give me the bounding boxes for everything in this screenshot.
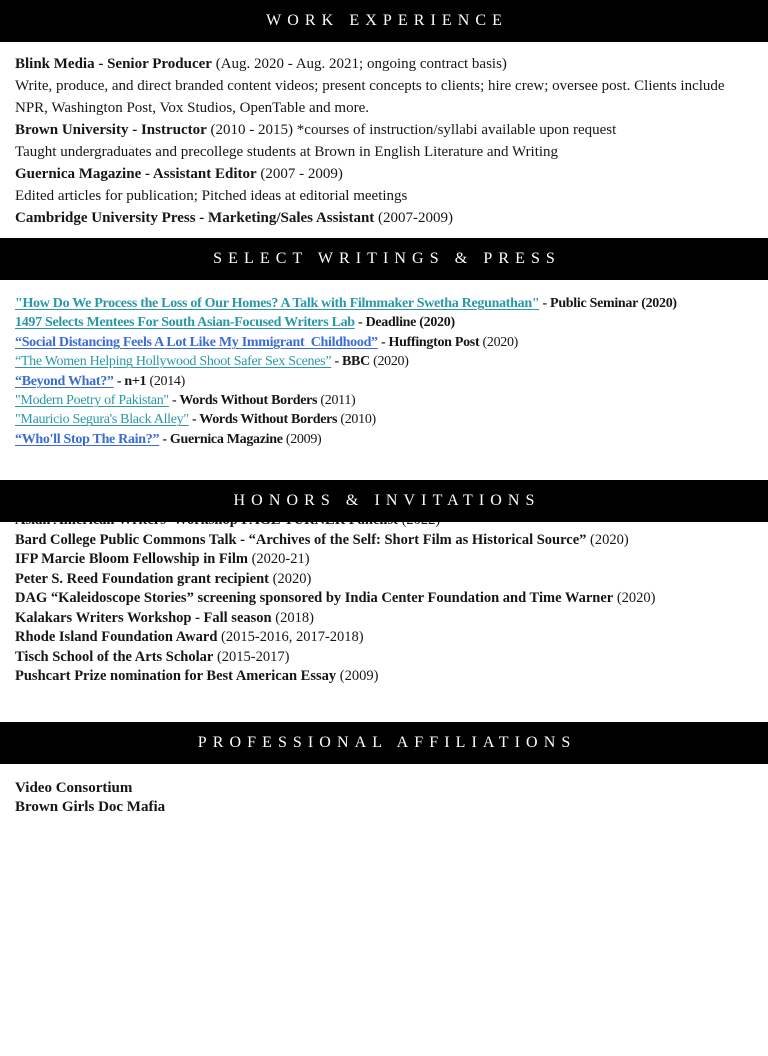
writing-item bbox=[15, 372, 753, 391]
honor-text: Pushcart Prize nomination for Best American Essay bbox=[15, 668, 337, 685]
writing-year: (2020) bbox=[482, 334, 519, 350]
writing-link[interactable]: 1497 Selects Mentees For South Asian-Focused Writers Lab bbox=[15, 315, 355, 331]
section-title-work: WORK EXPERIENCE bbox=[266, 12, 508, 29]
writing-year: (2014) bbox=[149, 373, 185, 389]
honor-item bbox=[15, 628, 753, 648]
honor-item bbox=[15, 550, 753, 570]
writing-year: (2010) bbox=[340, 412, 376, 428]
affiliations-section bbox=[0, 764, 768, 818]
writing-year: (2009) bbox=[285, 431, 322, 447]
section-title-affiliations: PROFESSIONAL AFFILIATIONS bbox=[197, 733, 577, 751]
honors-section bbox=[0, 511, 768, 722]
writing-source: - BBC bbox=[334, 354, 370, 370]
honor-text: Kalakars Writers Workshop - Fall season bbox=[15, 609, 272, 626]
work-experience-section bbox=[0, 42, 768, 238]
section-header-bar-affiliations bbox=[0, 722, 768, 764]
work-entry-title: Guernica Magazine - Assistant Editor bbox=[15, 166, 257, 182]
honor-year: (2018) bbox=[275, 609, 314, 626]
honor-item bbox=[15, 589, 753, 609]
work-entry-detail: (2007 - 2009) bbox=[260, 166, 343, 182]
writing-link[interactable]: "How Do We Process the Loss of Our Homes? A Talk with Filmmaker Swetha Regunathan" bbox=[15, 296, 540, 311]
honor-year: (2020-21) bbox=[251, 551, 310, 568]
section-header-bar-honors bbox=[0, 480, 768, 522]
work-entry-detail: (2010 - 2015) *courses of instruction/syllabi available upon request bbox=[210, 122, 617, 138]
work-entry-title: Brown University - Instructor bbox=[15, 122, 207, 138]
honor-text: DAG “Kaleidoscope Stories” screening sponsored by India Center Foundation and Time Warner bbox=[15, 590, 614, 607]
work-entry-title: Blink Media - Senior Producer bbox=[15, 56, 212, 72]
writing-source: - Guernica Magazine bbox=[162, 431, 283, 447]
honor-year: (2015-2017) bbox=[216, 648, 290, 665]
writing-link[interactable]: "Mauricio Segura's Black Alley" bbox=[15, 412, 189, 428]
honor-item bbox=[15, 531, 753, 551]
honor-year: (2020) bbox=[272, 570, 312, 587]
writing-link[interactable]: “The Women Helping Hollywood Shoot Safer Sex Scenes” bbox=[15, 354, 332, 370]
writing-source: - Huffington Post bbox=[380, 334, 480, 350]
section-title-writings: SELECT WRITINGS & PRESS bbox=[213, 250, 561, 267]
writing-source: - Deadline bbox=[358, 315, 417, 331]
writing-item bbox=[15, 430, 753, 449]
writing-link[interactable]: "Modern Poetry of Pakistan" bbox=[15, 393, 169, 409]
work-entry-detail: (2007-2009) bbox=[378, 210, 454, 226]
honor-year: (2020) bbox=[590, 531, 629, 548]
honor-text: Tisch School of the Arts Scholar bbox=[15, 648, 214, 665]
work-entry-head bbox=[15, 53, 753, 75]
work-entry-head bbox=[15, 207, 753, 229]
writing-item bbox=[15, 391, 753, 410]
writing-link[interactable]: “Who'll Stop The Rain?” bbox=[15, 431, 160, 447]
writing-source: - Public Seminar bbox=[542, 296, 639, 311]
writing-item bbox=[15, 313, 753, 332]
work-entry-head bbox=[15, 163, 753, 185]
honor-text: Peter S. Reed Foundation grant recipient bbox=[15, 570, 269, 587]
work-entry bbox=[15, 207, 753, 229]
work-entry-head bbox=[15, 119, 753, 141]
writing-item bbox=[15, 333, 753, 352]
section-header-bar-work bbox=[0, 0, 768, 42]
honor-item bbox=[15, 609, 753, 629]
work-entry bbox=[15, 53, 753, 119]
section-title-honors: HONORS & INVITATIONS bbox=[233, 492, 541, 510]
work-entry-detail: (Aug. 2020 - Aug. 2021; ongoing contract basis) bbox=[215, 56, 507, 72]
honor-text: IFP Marcie Bloom Fellowship in Film bbox=[15, 551, 248, 568]
affiliation-item: Brown Girls Doc Mafia bbox=[15, 799, 166, 816]
writing-item bbox=[15, 294, 753, 313]
honor-year: (2009) bbox=[339, 668, 379, 685]
honor-item bbox=[15, 570, 753, 590]
writing-year: (2020) bbox=[419, 315, 455, 331]
writing-year: (2011) bbox=[320, 393, 356, 409]
writings-section bbox=[0, 280, 768, 480]
honor-item bbox=[15, 648, 753, 668]
honor-text: Rhode Island Foundation Award bbox=[15, 629, 218, 646]
work-entry bbox=[15, 119, 753, 163]
work-entry-title: Cambridge University Press - Marketing/Sales Assistant bbox=[15, 210, 375, 226]
affiliation-item: Video Consortium bbox=[15, 779, 133, 796]
work-entry-description: Edited articles for publication; Pitched ideas at editorial meetings bbox=[15, 188, 408, 204]
section-header-bar-writings bbox=[0, 238, 768, 280]
work-entry-description: Taught undergraduates and precollege students at Brown in English Literature and Writing bbox=[15, 144, 559, 160]
honor-text: Bard College Public Commons Talk - “Archives of the Self: Short Film as Historical Source” bbox=[15, 531, 587, 548]
honor-year: (2020) bbox=[616, 590, 656, 607]
writing-link[interactable]: “Social Distancing Feels A Lot Like My Immigrant Childhood” bbox=[15, 334, 378, 350]
writing-source: - Words Without Borders bbox=[172, 393, 318, 409]
writing-source: - n+1 bbox=[116, 373, 147, 389]
writing-year: (2020) bbox=[373, 354, 409, 370]
writing-link[interactable]: “Beyond What?” bbox=[15, 373, 114, 389]
writing-item bbox=[15, 352, 753, 371]
honor-year: (2015-2016, 2017-2018) bbox=[221, 629, 364, 646]
writing-source: - Words Without Borders bbox=[191, 412, 338, 428]
work-entry-description: Write, produce, and direct branded content videos; present concepts to clients; hire crew; oversee post. Clients include NPR, Washington Post, Vox Studios, OpenTable and more. bbox=[15, 78, 725, 116]
writing-year: (2020) bbox=[641, 296, 677, 311]
writing-item bbox=[15, 410, 753, 429]
work-entry bbox=[15, 163, 753, 207]
honor-item bbox=[15, 667, 753, 687]
